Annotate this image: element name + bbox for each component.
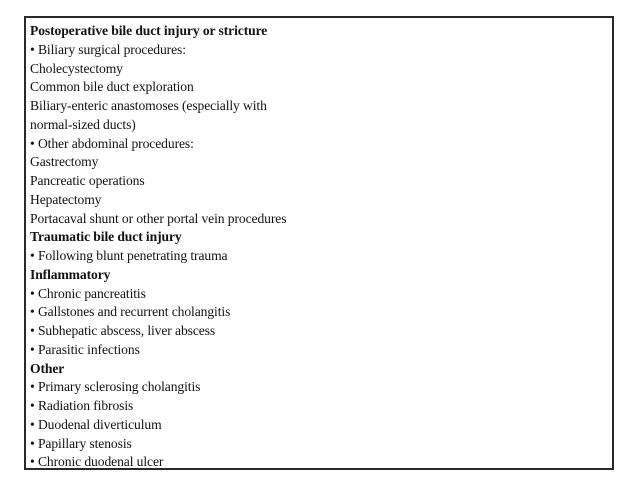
list-item: Biliary-enteric anastomoses (especially with [30,98,267,113]
section-heading: Other [30,360,65,376]
bullet-line: • Other abdominal procedures: [30,135,194,151]
document-lines [30,22,286,472]
bullet-line: • Primary sclerosing cholangitis [30,379,201,395]
bullet-line: • Chronic duodenal ulcer [30,454,164,470]
bullet-line: • Biliary surgical procedures: [30,41,186,57]
bullet-line: • Subhepatic abscess, liver abscess [30,323,216,338]
bullet-line: • Duodenal diverticulum [30,416,162,432]
bullet-line: • Following blunt penetrating trauma [30,248,228,263]
bullet-line: • Radiation fibrosis [30,398,134,413]
list-item: Pancreatic operations [30,173,145,188]
list-item: normal-sized ducts) [30,116,136,132]
bullet-line: • Chronic pancreatitis [30,285,146,301]
section-heading: Postoperative bile duct injury or stricture [30,23,268,38]
list-item: Cholecystectomy [30,60,123,76]
list-item: Common bile duct exploration [30,79,194,95]
list-item: Gastrectomy [30,154,99,170]
section-heading: Traumatic bile duct injury [30,229,182,245]
section-heading: Inflammatory [30,266,111,282]
bullet-line: • Gallstones and recurrent cholangitis [30,304,231,320]
list-item: Hepatectomy [30,191,102,207]
list-item: Portacaval shunt or other portal vein procedures [30,210,287,226]
bullet-line: • Parasitic infections [30,341,140,357]
bullet-line: • Papillary stenosis [30,435,132,451]
